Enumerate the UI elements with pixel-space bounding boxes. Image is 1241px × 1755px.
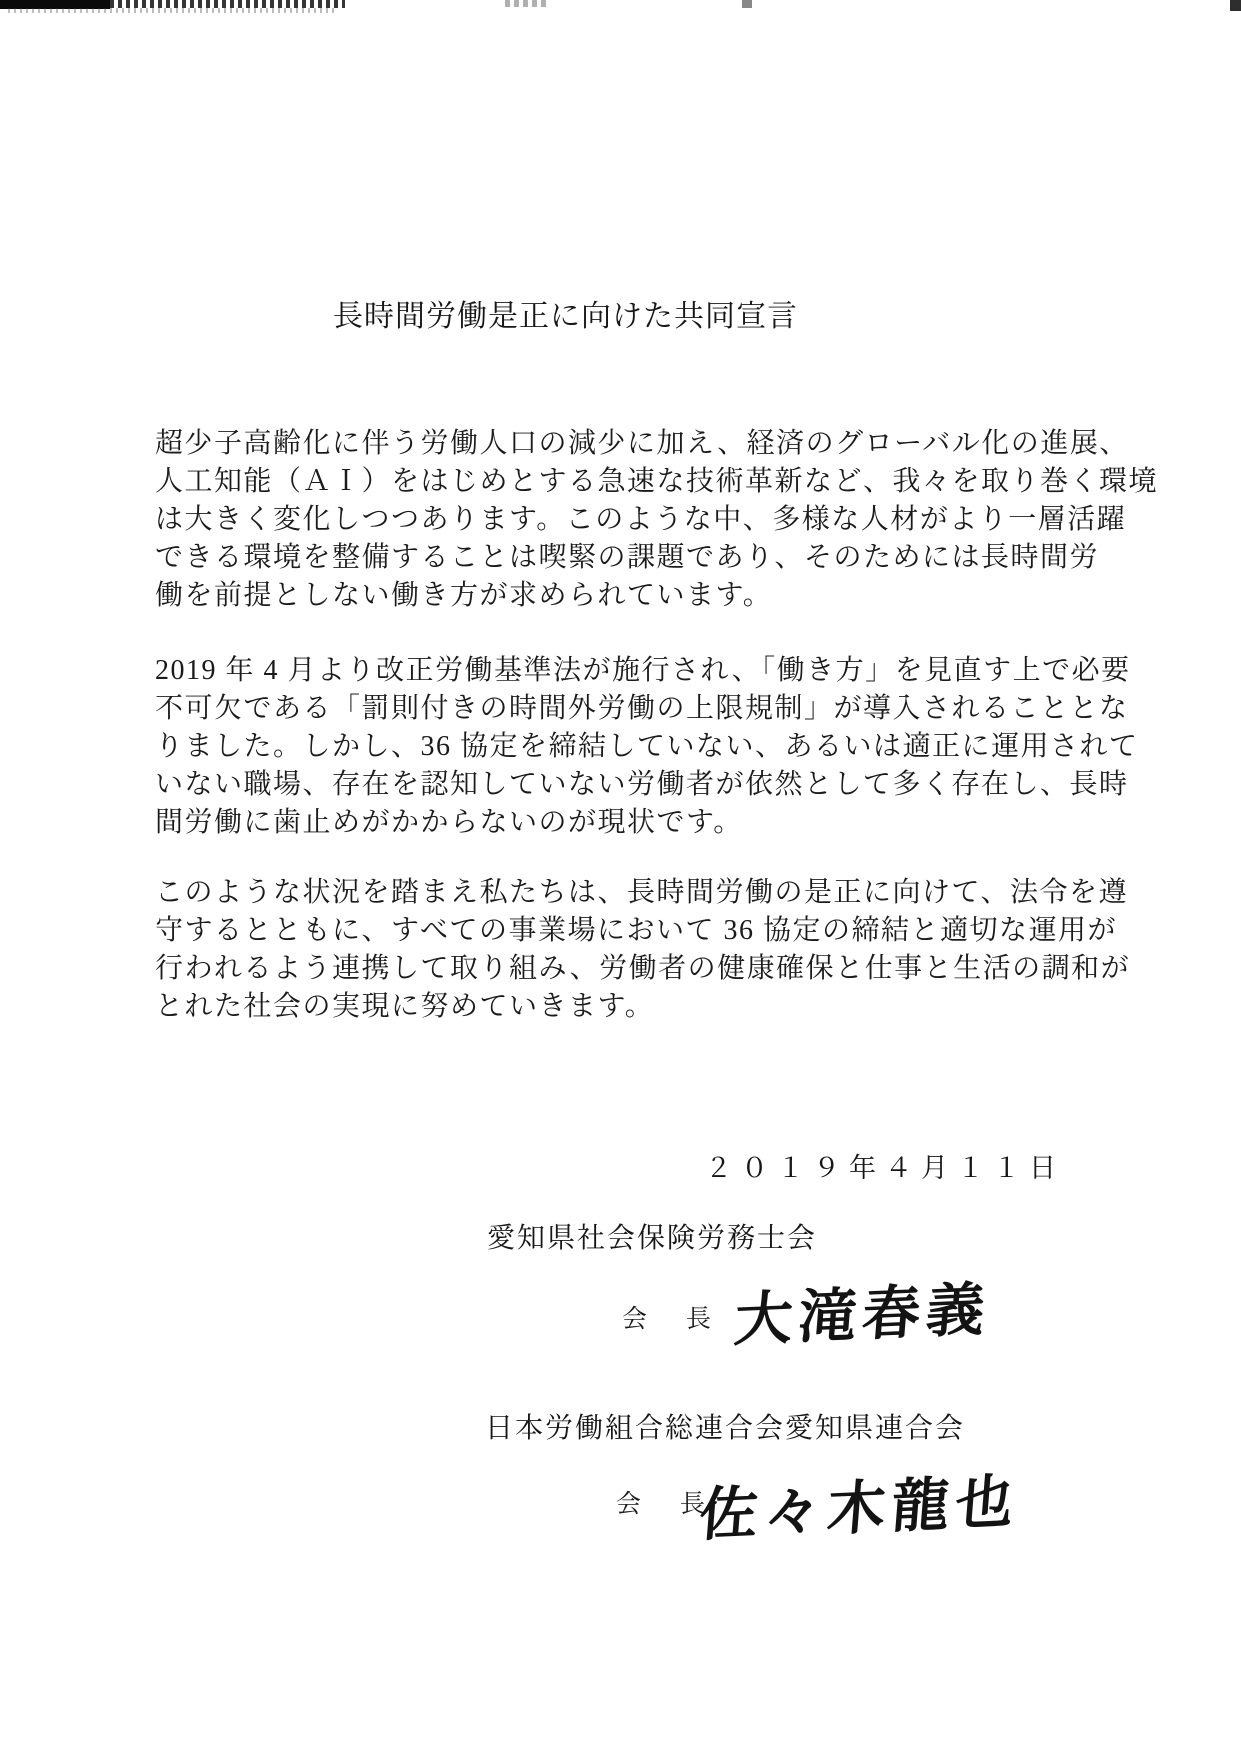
body-line: 不可欠である「罰則付きの時間外労働の上限規制」が導入されることとな <box>155 693 1129 724</box>
handwritten-signature-2: 佐々木龍也 <box>696 1468 1022 1549</box>
body-line: 2019 年 4 月より改正労働基準法が施行され、「働き方」を見直す上で必要 <box>155 655 1131 686</box>
body-line: このような状況を踏まえ私たちは、長時間労働の是正に向けて、法令を遵 <box>155 877 1128 908</box>
body-line: いない職場、存在を認知していない労働者が依然として多く存在し、長時 <box>155 769 1129 800</box>
scan-artifact-dashes <box>110 0 345 8</box>
body-line: とれた社会の実現に努めていきます。 <box>155 991 655 1022</box>
body-line: 守するとともに、すべての事業場において 36 協定の締結と適切な運用が <box>155 915 1117 946</box>
organization-name-1: 愛知県社会保険労務士会 <box>487 1223 818 1254</box>
body-line: 行われるよう連携して取り組み、労働者の健康確保と仕事と生活の調和が <box>155 953 1131 984</box>
paragraph-2 <box>155 652 1139 842</box>
handwritten-signature-1: 大滝春義 <box>731 1276 993 1354</box>
scan-artifact-smudge <box>505 0 547 7</box>
body-line: りました。しかし、36 協定を締結していない、あるいは適正に運用されて <box>155 731 1139 762</box>
scan-artifact-dashes-faint <box>8 8 338 13</box>
document-title: 長時間労働是正に向けた共同宣言 <box>333 300 798 333</box>
body-line: 働を前提としない働き方が求められています。 <box>155 580 773 611</box>
body-line: できる環境を整備することは喫緊の課題であり、そのためには長時間労 <box>155 542 1100 573</box>
chairman-label-1: 会 長 <box>622 1306 719 1333</box>
body-line: 超少子高齢化に伴う労働人口の減少に加え、経済のグローバル化の進展、 <box>155 428 1129 459</box>
paragraph-3 <box>155 874 1131 1026</box>
paragraph-1 <box>155 425 1159 615</box>
body-line: 人工知能（ＡＩ）をはじめとする急速な技術革新など、我々を取り巻く環境 <box>155 466 1159 497</box>
scan-artifact-speck <box>742 0 752 8</box>
organization-name-2: 日本労働組合総連合会愛知県連合会 <box>485 1413 966 1444</box>
body-line: は大きく変化しつつあります。このような中、多様な人材がより一層活躍 <box>155 504 1127 535</box>
scan-artifact-corner <box>1230 0 1241 11</box>
chairman-label-2: 会 長 <box>616 1491 713 1518</box>
body-line: 間労働に歯止めがかからないのが現状です。 <box>155 807 743 838</box>
document-date: ２０１９年４月１１日 <box>705 1153 1065 1183</box>
